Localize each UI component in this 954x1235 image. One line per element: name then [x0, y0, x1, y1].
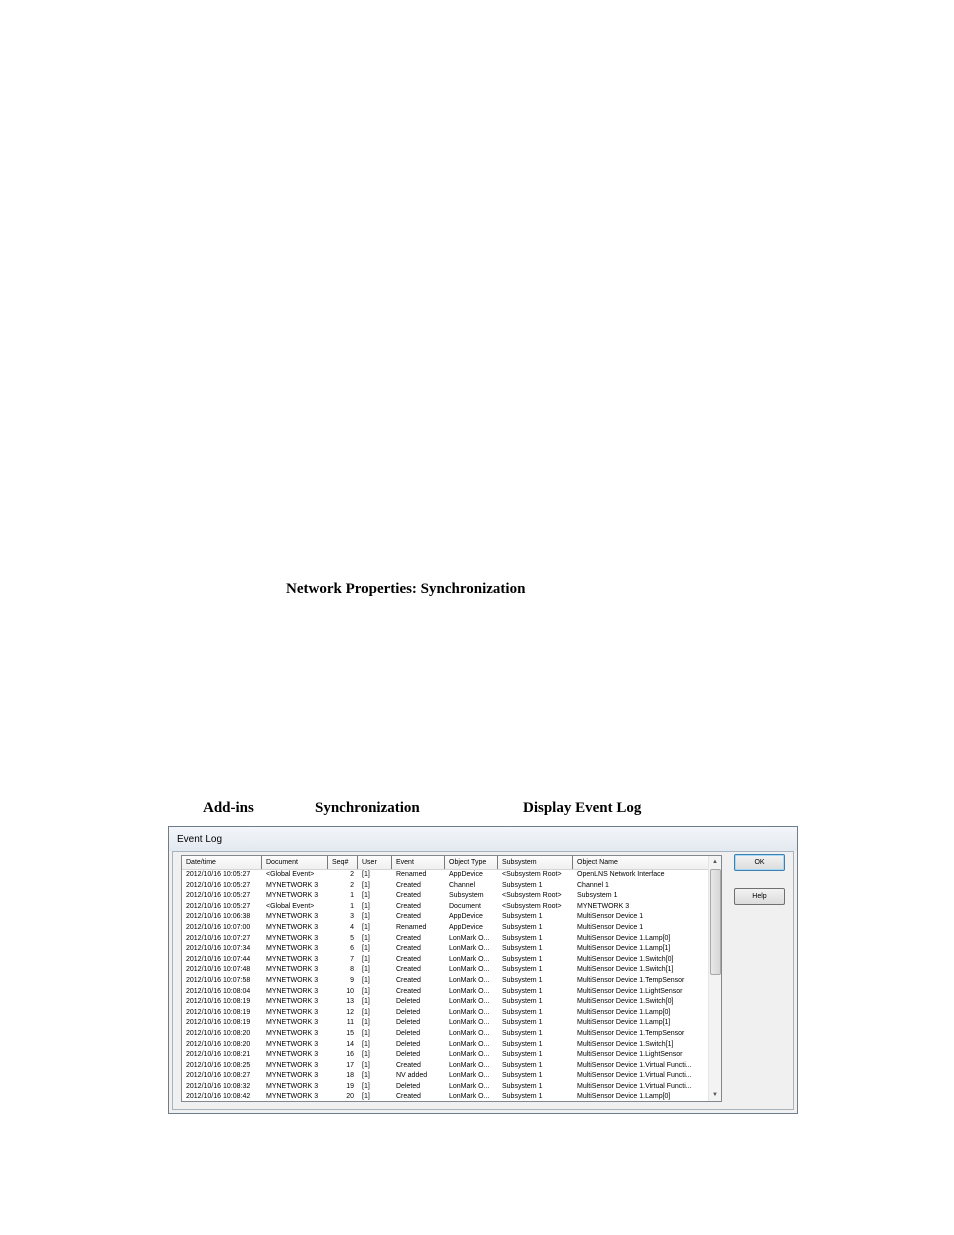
- scrollbar-thumb[interactable]: [710, 869, 721, 975]
- cell-object-name: MultiSensor Device 1.Lamp[0]: [577, 934, 671, 942]
- cell-event: Created: [396, 945, 421, 953]
- cell-date-time: 2012/10/16 10:08:20: [186, 1029, 251, 1037]
- cell-subsystem: Subsystem 1: [502, 1061, 543, 1069]
- dialog-title: Event Log: [177, 834, 223, 845]
- cell-object-type: LonMark O...: [449, 1008, 490, 1016]
- cell-user: [1]: [362, 881, 370, 889]
- cell-seq: 16: [346, 1051, 354, 1059]
- cell-document: MYNETWORK 3: [266, 966, 319, 974]
- table-row[interactable]: [182, 1018, 709, 1029]
- cell-object-name: MultiSensor Device 1.Switch[0]: [577, 955, 674, 963]
- cell-subsystem: <Subsystem Root>: [502, 902, 562, 910]
- cell-document: MYNETWORK 3: [266, 1072, 319, 1080]
- list-header: [182, 856, 709, 870]
- cell-document: MYNETWORK 3: [266, 1051, 319, 1059]
- cell-document: MYNETWORK 3: [266, 1061, 319, 1069]
- cell-date-time: 2012/10/16 10:07:48: [186, 966, 251, 974]
- cell-object-name: MultiSensor Device 1.Virtual Functi...: [577, 1061, 692, 1069]
- cell-document: MYNETWORK 3: [266, 1040, 319, 1048]
- cell-event: Created: [396, 892, 421, 900]
- cell-event: NV added: [396, 1072, 428, 1080]
- cell-user: [1]: [362, 934, 370, 942]
- cell-object-name: MultiSensor Device 1: [577, 913, 644, 921]
- cell-subsystem: Subsystem 1: [502, 1082, 543, 1090]
- cell-seq: 13: [346, 998, 354, 1006]
- cell-user: [1]: [362, 945, 370, 953]
- cell-seq: 17: [346, 1061, 354, 1069]
- cell-document: <Global Event>: [266, 871, 315, 878]
- cell-object-type: LonMark O...: [449, 1040, 490, 1048]
- cell-object-type: LonMark O...: [449, 1082, 490, 1090]
- cell-object-type: LonMark O...: [449, 945, 490, 953]
- cell-object-type: AppDevice: [449, 871, 483, 878]
- cell-event: Deleted: [396, 1008, 421, 1016]
- table-row[interactable]: [182, 1050, 709, 1061]
- cell-seq: 10: [346, 987, 354, 995]
- cell-user: [1]: [362, 892, 370, 900]
- cell-object-name: Subsystem 1: [577, 892, 618, 900]
- cell-object-type: LonMark O...: [449, 1019, 490, 1027]
- cell-date-time: 2012/10/16 10:08:20: [186, 1040, 251, 1048]
- table-row[interactable]: [182, 934, 709, 945]
- cell-seq: 2: [350, 871, 354, 878]
- cell-seq: 20: [346, 1093, 354, 1101]
- cell-date-time: 2012/10/16 10:08:19: [186, 1008, 251, 1016]
- cell-object-type: LonMark O...: [449, 976, 490, 984]
- cell-event: Created: [396, 966, 421, 974]
- cell-object-name: OpenLNS Network Interface: [577, 871, 665, 878]
- cell-user: [1]: [362, 1082, 370, 1090]
- cell-user: [1]: [362, 871, 370, 878]
- cell-seq: 4: [350, 923, 354, 931]
- cell-date-time: 2012/10/16 10:07:44: [186, 955, 251, 963]
- cell-document: MYNETWORK 3: [266, 1019, 319, 1027]
- table-row[interactable]: [182, 997, 709, 1008]
- cell-date-time: 2012/10/16 10:08:19: [186, 998, 251, 1006]
- cell-subsystem: Subsystem 1: [502, 934, 543, 942]
- cell-event: Deleted: [396, 1029, 421, 1037]
- cell-event: Deleted: [396, 1051, 421, 1059]
- column-header-document[interactable]: Document: [262, 856, 328, 869]
- cell-event: Created: [396, 976, 421, 984]
- cell-object-name: MultiSensor Device 1.LightSensor: [577, 987, 683, 995]
- cell-user: [1]: [362, 976, 370, 984]
- event-log-dialog: [168, 826, 798, 1114]
- cell-event: Renamed: [396, 923, 427, 931]
- table-row[interactable]: [182, 1061, 709, 1072]
- cell-user: [1]: [362, 1008, 370, 1016]
- table-row[interactable]: [182, 870, 709, 881]
- cell-date-time: 2012/10/16 10:07:34: [186, 945, 251, 953]
- cell-document: <Global Event>: [266, 902, 315, 910]
- cell-object-type: LonMark O...: [449, 1051, 490, 1059]
- cell-event: Created: [396, 934, 421, 942]
- cell-subsystem: Subsystem 1: [502, 966, 543, 974]
- cell-subsystem: Subsystem 1: [502, 1072, 543, 1080]
- cell-document: MYNETWORK 3: [266, 945, 319, 953]
- cell-object-name: MultiSensor Device 1.Virtual Functi...: [577, 1072, 692, 1080]
- scroll-down-arrow-icon[interactable]: ▼: [712, 1092, 718, 1098]
- nav-display-event-log-label: Display Event Log: [523, 800, 642, 816]
- cell-event: Deleted: [396, 1082, 421, 1090]
- cell-seq: 3: [350, 913, 354, 921]
- cell-object-name: MultiSensor Device 1.Switch[1]: [577, 1040, 674, 1048]
- cell-document: MYNETWORK 3: [266, 934, 319, 942]
- table-row[interactable]: [182, 1029, 709, 1040]
- cell-object-type: LonMark O...: [449, 1093, 490, 1101]
- cell-subsystem: Subsystem 1: [502, 955, 543, 963]
- cell-seq: 14: [346, 1040, 354, 1048]
- cell-document: MYNETWORK 3: [266, 1029, 319, 1037]
- cell-user: [1]: [362, 966, 370, 974]
- cell-object-type: AppDevice: [449, 923, 483, 931]
- cell-seq: 11: [346, 1019, 354, 1027]
- cell-subsystem: <Subsystem Root>: [502, 871, 562, 878]
- cell-event: Deleted: [396, 1019, 421, 1027]
- cell-seq: 1: [350, 892, 354, 900]
- cell-user: [1]: [362, 998, 370, 1006]
- cell-date-time: 2012/10/16 10:05:27: [186, 871, 251, 878]
- table-row[interactable]: [182, 965, 709, 976]
- table-row[interactable]: [182, 1082, 709, 1093]
- table-row[interactable]: [182, 912, 709, 923]
- cell-object-type: Subsystem: [449, 892, 484, 900]
- cell-object-type: Channel: [449, 881, 476, 889]
- column-header-object-type[interactable]: Object Type: [445, 856, 498, 869]
- cell-seq: 9: [350, 976, 354, 984]
- cell-date-time: 2012/10/16 10:08:42: [186, 1093, 251, 1101]
- event-log-list[interactable]: [181, 855, 722, 1102]
- cell-seq: 18: [346, 1072, 354, 1080]
- cell-object-name: MultiSensor Device 1: [577, 923, 644, 931]
- cell-document: MYNETWORK 3: [266, 892, 319, 900]
- cell-event: Created: [396, 913, 421, 921]
- cell-user: [1]: [362, 923, 370, 931]
- cell-document: MYNETWORK 3: [266, 1008, 319, 1016]
- scroll-up-arrow-icon[interactable]: ▲: [712, 859, 718, 865]
- cell-user: [1]: [362, 1040, 370, 1048]
- cell-date-time: 2012/10/16 10:06:38: [186, 913, 251, 921]
- cell-subsystem: Subsystem 1: [502, 1040, 543, 1048]
- cell-object-name: MultiSensor Device 1.TempSensor: [577, 1029, 685, 1037]
- cell-event: Deleted: [396, 998, 421, 1006]
- table-row[interactable]: [182, 976, 709, 987]
- cell-event: Renamed: [396, 871, 427, 878]
- cell-date-time: 2012/10/16 10:08:19: [186, 1019, 251, 1027]
- cell-event: Created: [396, 902, 421, 910]
- cell-object-name: Channel 1: [577, 881, 609, 889]
- cell-subsystem: Subsystem 1: [502, 1008, 543, 1016]
- cell-subsystem: Subsystem 1: [502, 976, 543, 984]
- cell-object-name: MultiSensor Device 1.Switch[1]: [577, 966, 674, 974]
- table-row[interactable]: [182, 955, 709, 966]
- cell-event: Created: [396, 1093, 421, 1101]
- section-heading: Network Properties: Synchronization: [286, 581, 526, 597]
- cell-user: [1]: [362, 1029, 370, 1037]
- cell-document: MYNETWORK 3: [266, 976, 319, 984]
- cell-date-time: 2012/10/16 10:07:58: [186, 976, 251, 984]
- cell-date-time: 2012/10/16 10:08:27: [186, 1072, 251, 1080]
- cell-seq: 6: [350, 945, 354, 953]
- cell-document: MYNETWORK 3: [266, 1093, 319, 1101]
- cell-object-type: AppDevice: [449, 913, 483, 921]
- cell-date-time: 2012/10/16 10:08:32: [186, 1082, 251, 1090]
- cell-object-type: LonMark O...: [449, 966, 490, 974]
- cell-seq: 8: [350, 966, 354, 974]
- cell-object-type: LonMark O...: [449, 1029, 490, 1037]
- cell-document: MYNETWORK 3: [266, 998, 319, 1006]
- table-row[interactable]: [182, 881, 709, 892]
- cell-object-name: MultiSensor Device 1.Lamp[0]: [577, 1008, 671, 1016]
- table-row[interactable]: [182, 1008, 709, 1019]
- cell-user: [1]: [362, 902, 370, 910]
- cell-object-name: MultiSensor Device 1.Virtual Functi...: [577, 1082, 692, 1090]
- cell-user: [1]: [362, 987, 370, 995]
- cell-seq: 2: [350, 881, 354, 889]
- cell-user: [1]: [362, 1019, 370, 1027]
- table-row[interactable]: [182, 902, 709, 913]
- cell-seq: 7: [350, 955, 354, 963]
- cell-user: [1]: [362, 1093, 370, 1101]
- cell-user: [1]: [362, 1051, 370, 1059]
- cell-date-time: 2012/10/16 10:07:27: [186, 934, 251, 942]
- cell-date-time: 2012/10/16 10:07:00: [186, 923, 251, 931]
- table-row[interactable]: [182, 1040, 709, 1051]
- cell-object-type: Document: [449, 902, 481, 910]
- cell-document: MYNETWORK 3: [266, 955, 319, 963]
- dialog-titlebar[interactable]: [169, 827, 797, 851]
- cell-date-time: 2012/10/16 10:05:27: [186, 902, 251, 910]
- cell-subsystem: Subsystem 1: [502, 1029, 543, 1037]
- cell-date-time: 2012/10/16 10:05:27: [186, 892, 251, 900]
- cell-date-time: 2012/10/16 10:08:21: [186, 1051, 251, 1059]
- cell-event: Deleted: [396, 1040, 421, 1048]
- cell-user: [1]: [362, 1061, 370, 1069]
- cell-user: [1]: [362, 955, 370, 963]
- cell-subsystem: Subsystem 1: [502, 923, 543, 931]
- nav-synchronization-label: Synchronization: [315, 800, 420, 816]
- cell-date-time: 2012/10/16 10:08:04: [186, 987, 251, 995]
- cell-event: Created: [396, 881, 421, 889]
- ok-button[interactable]: OK: [734, 854, 785, 871]
- cell-seq: 15: [346, 1029, 354, 1037]
- column-header-object-name[interactable]: Object Name: [573, 856, 709, 869]
- column-header-subsystem[interactable]: Subsystem: [498, 856, 573, 869]
- cell-subsystem: <Subsystem Root>: [502, 892, 562, 900]
- column-header-event[interactable]: Event: [392, 856, 445, 869]
- cell-object-name: MultiSensor Device 1.Lamp[0]: [577, 1093, 671, 1101]
- cell-subsystem: Subsystem 1: [502, 913, 543, 921]
- cell-subsystem: Subsystem 1: [502, 1019, 543, 1027]
- cell-seq: 12: [346, 1008, 354, 1016]
- cell-event: Created: [396, 987, 421, 995]
- cell-object-type: LonMark O...: [449, 987, 490, 995]
- cell-subsystem: Subsystem 1: [502, 881, 543, 889]
- cell-document: MYNETWORK 3: [266, 913, 319, 921]
- cell-event: Created: [396, 955, 421, 963]
- vertical-scrollbar[interactable]: [708, 856, 721, 1101]
- cell-user: [1]: [362, 913, 370, 921]
- cell-subsystem: Subsystem 1: [502, 987, 543, 995]
- cell-object-name: MYNETWORK 3: [577, 902, 630, 910]
- cell-object-name: MultiSensor Device 1.LightSensor: [577, 1051, 683, 1059]
- cell-object-type: LonMark O...: [449, 934, 490, 942]
- table-row[interactable]: [182, 1071, 709, 1082]
- cell-object-name: MultiSensor Device 1.Lamp[1]: [577, 945, 671, 953]
- cell-object-name: MultiSensor Device 1.Switch[0]: [577, 998, 674, 1006]
- cell-seq: 19: [346, 1082, 354, 1090]
- cell-subsystem: Subsystem 1: [502, 945, 543, 953]
- cell-seq: 1: [350, 902, 354, 910]
- cell-subsystem: Subsystem 1: [502, 1093, 543, 1101]
- cell-object-name: MultiSensor Device 1.Lamp[1]: [577, 1019, 671, 1027]
- column-header-seq[interactable]: Seq#: [328, 856, 358, 869]
- table-row[interactable]: [182, 923, 709, 934]
- cell-document: MYNETWORK 3: [266, 923, 319, 931]
- cell-subsystem: Subsystem 1: [502, 998, 543, 1006]
- list-rows: [182, 870, 709, 1102]
- cell-document: MYNETWORK 3: [266, 1082, 319, 1090]
- cell-object-type: LonMark O...: [449, 998, 490, 1006]
- column-header-user[interactable]: User: [358, 856, 392, 869]
- table-row[interactable]: [182, 987, 709, 998]
- cell-object-name: MultiSensor Device 1.TempSensor: [577, 976, 685, 984]
- cell-subsystem: Subsystem 1: [502, 1051, 543, 1059]
- cell-date-time: 2012/10/16 10:08:25: [186, 1061, 251, 1069]
- nav-addins-label: Add-ins: [203, 800, 254, 816]
- cell-object-type: LonMark O...: [449, 955, 490, 963]
- cell-document: MYNETWORK 3: [266, 987, 319, 995]
- table-row[interactable]: [182, 944, 709, 955]
- table-row[interactable]: [182, 1092, 709, 1102]
- cell-date-time: 2012/10/16 10:05:27: [186, 881, 251, 889]
- cell-user: [1]: [362, 1072, 370, 1080]
- table-row[interactable]: [182, 891, 709, 902]
- cell-object-type: LonMark O...: [449, 1072, 490, 1080]
- column-header-date-time[interactable]: Date/time: [182, 856, 262, 869]
- help-button[interactable]: Help: [734, 888, 785, 905]
- cell-seq: 5: [350, 934, 354, 942]
- cell-object-type: LonMark O...: [449, 1061, 490, 1069]
- cell-event: Created: [396, 1061, 421, 1069]
- cell-document: MYNETWORK 3: [266, 881, 319, 889]
